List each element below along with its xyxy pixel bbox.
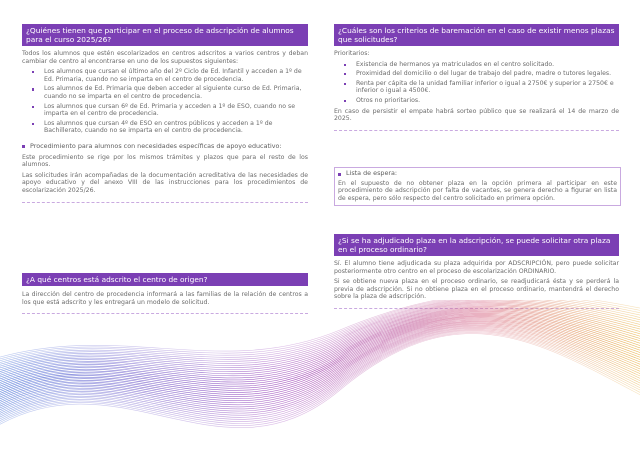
list-item: Los alumnos que cursan el último año del 2º Ciclo de Ed. Infantil y acceden a 1º de Ed. Primaria, cuando no se imparta en el centro de procedencia. bbox=[32, 68, 308, 83]
assigned-centers-text: La dirección del centro de procedencia informará a las familias de la relación de centros a los que está adscrito y les entregará un modelo de solicitud. bbox=[22, 291, 308, 306]
nee-paragraph-2: Las solicitudes irán acompañadas de la documentación acreditativa de las necesidades de apoyo educativo y del anexo VIII de las instrucciones para los procedimientos de escolarización 2025/26. bbox=[22, 171, 308, 194]
wave-line bbox=[0, 300, 640, 371]
wave-lines bbox=[0, 300, 640, 430]
section-criteria bbox=[334, 24, 619, 131]
priority-label: Prioritarios: bbox=[334, 50, 370, 57]
list-item: Los alumnos de Ed. Primaria que deben acceder al siguiente curso de Ed. Primaria, cuando no se imparta en el centro de procedencia. bbox=[32, 85, 308, 100]
tie-break-text: En caso de persistir el empate habrá sorteo público que se realizará el 14 de marzo de 2025. bbox=[334, 107, 619, 123]
square-bullet-icon bbox=[22, 145, 25, 148]
bullet-icon bbox=[344, 64, 346, 66]
wave-line bbox=[0, 300, 640, 362]
bullet-icon bbox=[32, 106, 34, 108]
subheading-nee: Procedimiento para alumnos con necesidades específicas de apoyo educativo: bbox=[22, 143, 308, 151]
list-item: Proximidad del domicilio o del lugar de trabajo del padre, madre o tutores legales. bbox=[344, 70, 619, 78]
list-item: Los alumnos que cursan 4º de ESO en centros públicos y acceden a 1º de Bachillerato, cuando no se imparta en el centro de procedencia. bbox=[32, 120, 308, 135]
cases-list bbox=[22, 68, 308, 135]
waitlist-box bbox=[334, 167, 621, 206]
nee-paragraph-1: Este procedimiento se rige por los mismos trámites y plazos que para el resto de los alumnos. bbox=[22, 153, 308, 169]
list-item: Otros no prioritarios. bbox=[344, 97, 619, 105]
ordinary-paragraph-1: Sí. El alumno tiene adjudicada su plaza adquirida por ADSCRIPCIÓN, pero puede solicitar posteriormente otro centro en el proceso de escolarización ORDINARIO. bbox=[334, 260, 619, 275]
ordinary-paragraph-2: Si se obtiene nueva plaza en el proceso ordinario, se readjudicará ésta y se perderá la previa de adscripción. Si no obtiene plaza en el proceso ordinario, mantendrá el derecho sobre la plaza de adscripción. bbox=[334, 278, 619, 301]
list-item: Existencia de hermanos ya matriculados en el centro solicitado. bbox=[344, 61, 619, 69]
intro-text: Todos los alumnos que estén escolarizados en centros adscritos a varios centros y deban cambiar de centro al encontrarse en uno de los supuestos siguientes: bbox=[22, 50, 308, 65]
section-heading: ¿Cuáles son los criterios de baremación en el caso de existir menos plazas que solicitudes? bbox=[334, 24, 619, 46]
wave-line bbox=[0, 300, 640, 360]
bullet-icon bbox=[32, 123, 34, 125]
square-bullet-icon bbox=[338, 173, 341, 176]
section-heading: ¿Quiénes tienen que participar en el proceso de adscripción de alumnos para el curso 2025/26? bbox=[22, 24, 308, 46]
section-body bbox=[22, 46, 308, 203]
bullet-icon bbox=[344, 83, 346, 85]
bullet-icon bbox=[344, 73, 346, 75]
bullet-icon bbox=[344, 100, 346, 102]
bullet-icon bbox=[32, 88, 34, 90]
list-item: Renta per cápita de la unidad familiar inferior o igual a 2750€ y superior a 2750€ e inferior o igual a 4500€. bbox=[344, 80, 619, 95]
bullet-icon bbox=[32, 71, 34, 73]
decorative-wave bbox=[0, 300, 640, 452]
section-heading: ¿Si se ha adjudicado plaza en la adscripción, se puede solicitar otra plaza en el proceso ordinario? bbox=[334, 234, 619, 256]
criteria-list bbox=[334, 61, 619, 105]
section-ordinary-process bbox=[334, 234, 619, 309]
section-heading: ¿A qué centros está adscrito el centro de origen? bbox=[22, 273, 308, 286]
wave-line bbox=[0, 321, 640, 407]
list-item: Los alumnos que cursan 6º de Ed. Primaria y acceden a 1º de ESO, cuando no se imparta en el centro de procedencia. bbox=[32, 103, 308, 118]
waitlist-text: En el supuesto de no obtener plaza en la opción primera al participar en este procedimiento de adscripción por falta de vacantes, se genera derecho a figurar en lista de espera, pero sólo respecto del centro solicitado en primera opción. bbox=[338, 179, 617, 202]
section-body bbox=[334, 46, 619, 131]
section-who-participates bbox=[22, 24, 308, 203]
waitlist-heading: Lista de espera: bbox=[338, 170, 617, 178]
